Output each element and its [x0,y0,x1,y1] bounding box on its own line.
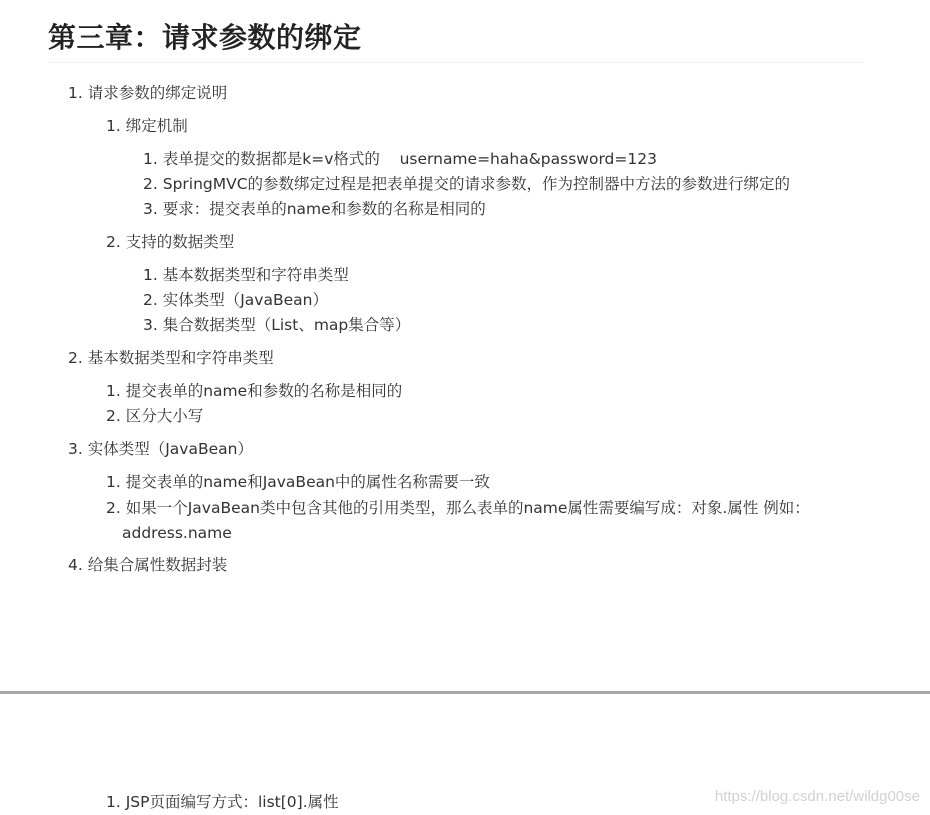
item-number: 1. [106,473,121,491]
item-text: 提交表单的name和参数的名称是相同的 [125,382,403,400]
item-text: SpringMVC的参数绑定过程是把表单提交的请求参数，作为控制器中方法的参数进行绑定的 [162,175,791,193]
item-number: 1. [68,84,83,102]
item-text: 要求：提交表单的name和参数的名称是相同的 [162,200,486,218]
item-number: 2. [106,233,121,251]
item-number: 2. [106,499,121,517]
item-number: 1. [143,266,158,284]
watermark: https://blog.csdn.net/wildg00se [714,788,920,805]
item-text: 请求参数的绑定说明 [87,84,228,102]
item-number: 1. [143,150,158,168]
item-number: 1. [106,382,121,400]
list-item [106,790,339,814]
list-item [106,230,234,254]
item-text: 提交表单的name和JavaBean中的属性名称需要一致 [125,473,490,491]
item-text: 区分大小写 [125,407,204,425]
item-text: 实体类型（JavaBean） [87,440,253,458]
item-text: 基本数据类型和字符串类型 [87,349,274,367]
list-item [68,81,227,105]
list-item [106,496,810,520]
list-item [106,470,490,494]
item-number: 2. [106,407,121,425]
item-text: 表单提交的数据都是k=v格式的 username=haha&password=123 [162,150,657,168]
item-text: 实体类型（JavaBean） [162,291,328,309]
item-text: JSP页面编写方式：list[0].属性 [125,793,339,811]
horizontal-divider [0,691,930,694]
item-text: 如果一个JavaBean类中包含其他的引用类型，那么表单的name属性需要编写成：对象.属性 例如： [125,499,810,517]
item-text: 支持的数据类型 [125,233,235,251]
item-number: 1. [106,117,121,135]
item-text: 基本数据类型和字符串类型 [162,266,349,284]
list-item [68,346,274,370]
list-item [106,404,203,428]
list-item [68,553,227,577]
chapter-title: 第三章：请求参数的绑定 [48,21,362,54]
list-item [143,197,486,221]
list-item [143,263,349,287]
item-text: 给集合属性数据封装 [87,556,228,574]
list-item [143,313,410,337]
list-item [106,114,188,138]
item-number: 2. [143,175,158,193]
list-item [143,172,790,196]
list-item [106,379,402,403]
item-text: 绑定机制 [125,117,188,135]
item-number: 3. [68,440,83,458]
item-number: 1. [106,793,121,811]
item-number: 3. [143,200,158,218]
item-number: 2. [143,291,158,309]
title-underline [48,62,864,63]
item-text: 集合数据类型（List、map集合等） [162,316,411,334]
list-item [68,437,253,461]
list-item [143,288,328,312]
list-item-continuation: address.name [122,524,232,542]
item-number: 4. [68,556,83,574]
list-item [143,147,657,171]
item-number: 3. [143,316,158,334]
item-number: 2. [68,349,83,367]
